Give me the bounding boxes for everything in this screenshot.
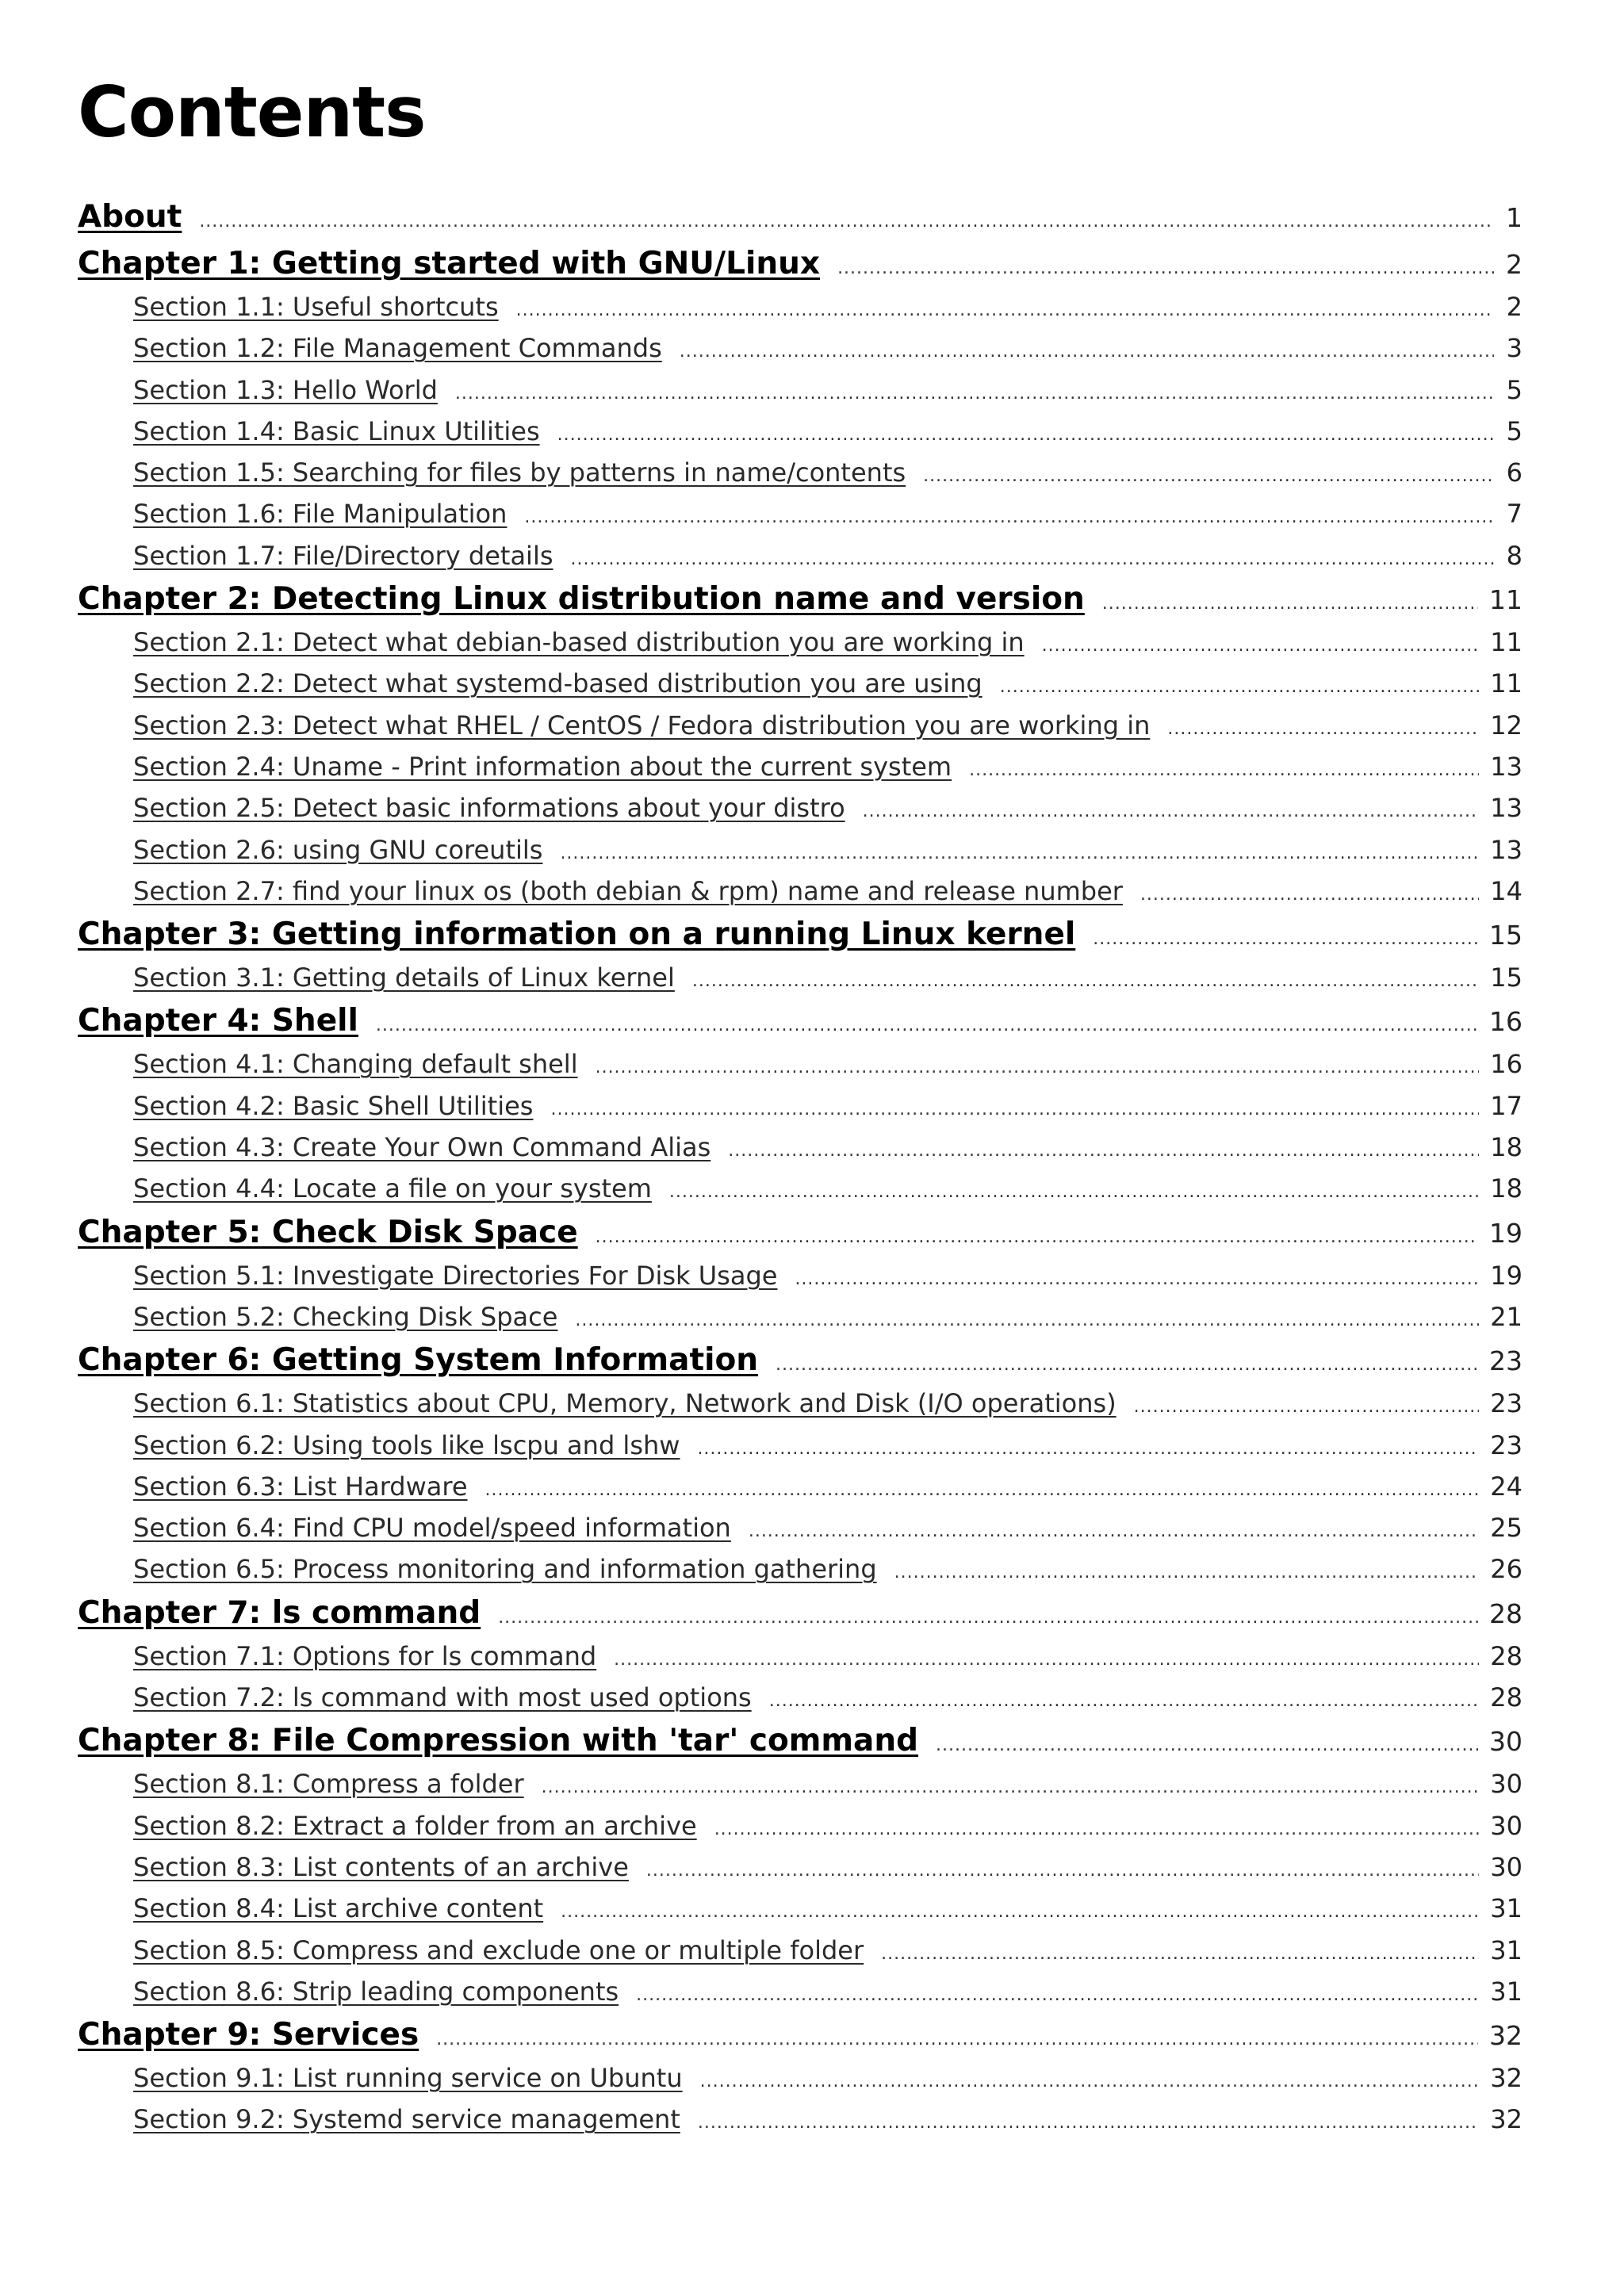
section-link[interactable]: Section 1.1: Useful shortcuts — [133, 292, 499, 322]
section-link[interactable]: Section 6.4: Find CPU model/speed information — [133, 1513, 731, 1544]
section-link[interactable]: Section 6.5: Process monitoring and information gathering — [133, 1554, 877, 1585]
dot-leader — [923, 456, 1494, 493]
section-link[interactable]: Section 2.4: Uname - Print information about the current system — [133, 751, 952, 782]
page-number: 31 — [1490, 1934, 1522, 1965]
page-number: 6 — [1506, 457, 1522, 488]
dot-leader — [680, 331, 1494, 369]
toc-chapter-entry — [78, 1590, 1522, 1636]
section-link[interactable]: Section 4.3: Create Your Own Command Alias — [133, 1132, 711, 1163]
toc-section-entry — [78, 829, 1522, 871]
page-number: 17 — [1490, 1090, 1522, 1121]
page-number: 24 — [1490, 1471, 1522, 1502]
section-link[interactable]: Section 6.1: Statistics about CPU, Memory, Network and Disk (I/O operations) — [133, 1388, 1116, 1419]
dot-leader — [795, 1259, 1479, 1296]
dot-leader — [700, 2061, 1480, 2099]
dot-leader — [542, 1767, 1480, 1804]
section-link[interactable]: Section 1.2: File Management Commands — [133, 333, 662, 364]
toc-section-entry — [78, 1507, 1522, 1548]
section-link[interactable]: Section 2.1: Detect what debian-based distribution you are working in — [133, 627, 1025, 658]
dot-leader — [1102, 581, 1478, 622]
page-number: 13 — [1490, 793, 1522, 824]
toc-section-entry — [78, 1636, 1522, 1677]
dot-leader — [571, 539, 1495, 576]
page-number: 16 — [1489, 1006, 1522, 1038]
section-link[interactable]: Section 8.4: List archive content — [133, 1893, 544, 1924]
page-number: 13 — [1490, 751, 1522, 782]
dot-leader — [614, 1640, 1479, 1677]
page-number: 21 — [1490, 1301, 1522, 1332]
page-number: 5 — [1506, 374, 1522, 405]
toc-chapter-entry — [78, 576, 1522, 622]
toc-section-entry — [78, 1930, 1522, 1971]
page-number: 30 — [1490, 1769, 1522, 1800]
dot-leader — [697, 1429, 1479, 1466]
page-number: 16 — [1490, 1049, 1522, 1080]
chapter-link[interactable]: About — [78, 199, 182, 235]
page-number: 28 — [1490, 1640, 1522, 1671]
toc-section-entry — [78, 369, 1522, 411]
toc-section-entry — [78, 1296, 1522, 1337]
section-link[interactable]: Section 3.1: Getting details of Linux kernel — [133, 962, 675, 993]
section-link[interactable]: Section 8.2: Extract a folder from an archive — [133, 1810, 697, 1841]
section-link[interactable]: Section 1.3: Hello World — [133, 374, 438, 405]
section-link[interactable]: Section 2.2: Detect what systemd-based distribution you are using — [133, 668, 982, 699]
page-number: 28 — [1489, 1598, 1522, 1629]
page-number: 28 — [1490, 1682, 1522, 1713]
dot-leader — [692, 961, 1479, 998]
toc-section-entry — [78, 1677, 1522, 1718]
toc-chapter-entry — [78, 1210, 1522, 1255]
chapter-link[interactable]: Chapter 9: Services — [78, 2017, 419, 2053]
page-number: 26 — [1490, 1554, 1522, 1585]
page-number: 13 — [1490, 834, 1522, 865]
dot-leader — [498, 1595, 1478, 1636]
toc-section-entry — [78, 411, 1522, 452]
toc-chapter-entry — [78, 241, 1522, 286]
page-number: 14 — [1490, 875, 1522, 906]
dot-leader — [1134, 1387, 1480, 1424]
chapter-link[interactable]: Chapter 3: Getting information on a running Linux kernel — [78, 916, 1076, 953]
toc-section-entry — [78, 1255, 1522, 1296]
page-number: 32 — [1489, 2020, 1522, 2052]
toc-section-entry — [78, 327, 1522, 369]
dot-leader — [769, 1681, 1480, 1718]
dot-leader — [557, 415, 1494, 452]
toc-section-entry — [78, 1805, 1522, 1846]
dot-leader — [636, 1975, 1479, 2012]
toc-section-entry — [78, 452, 1522, 493]
dot-leader — [698, 2103, 1479, 2140]
dot-leader — [596, 1215, 1478, 1255]
toc-section-entry — [78, 1127, 1522, 1168]
page-number: 11 — [1490, 627, 1522, 658]
dot-leader — [1042, 626, 1480, 663]
dot-leader — [376, 1003, 1478, 1043]
section-link[interactable]: Section 5.2: Checking Disk Space — [133, 1301, 558, 1332]
section-link[interactable]: Section 2.5: Detect basic informations about your distro — [133, 793, 845, 824]
page-number: 11 — [1489, 584, 1522, 616]
section-link[interactable]: Section 6.3: List Hardware — [133, 1471, 468, 1502]
toc-section-entry — [78, 1466, 1522, 1507]
dot-leader — [1000, 667, 1480, 704]
dot-leader — [749, 1511, 1479, 1548]
dot-leader — [199, 198, 1494, 241]
page-number: 30 — [1490, 1810, 1522, 1841]
dot-leader — [516, 290, 1494, 327]
chapter-link[interactable]: Chapter 4: Shell — [78, 1003, 358, 1039]
dot-leader — [646, 1850, 1479, 1888]
page-number: 15 — [1489, 920, 1522, 951]
chapter-link[interactable]: Chapter 2: Detecting Linux distribution name and version — [78, 581, 1085, 618]
toc-section-entry — [78, 705, 1522, 746]
section-link[interactable]: Section 4.4: Locate a file on your system — [133, 1173, 652, 1204]
chapter-link[interactable]: Chapter 1: Getting started with GNU/Linux — [78, 246, 821, 281]
page-number: 31 — [1490, 1893, 1522, 1924]
page-number: 30 — [1490, 1851, 1522, 1882]
chapter-link[interactable]: Chapter 5: Check Disk Space — [78, 1214, 578, 1250]
page-number: 23 — [1490, 1388, 1522, 1419]
section-link[interactable]: Section 8.5: Compress and exclude one or multiple folder — [133, 1934, 864, 1965]
page-number: 5 — [1506, 415, 1522, 446]
toc-section-entry — [78, 1971, 1522, 2012]
toc-section-entry — [78, 1043, 1522, 1085]
section-link[interactable]: Section 2.6: using GNU coreutils — [133, 834, 543, 865]
dot-leader — [575, 1300, 1479, 1337]
page-number: 1 — [1506, 202, 1522, 233]
toc-chapter-entry — [78, 1718, 1522, 1763]
dot-leader — [560, 833, 1479, 871]
dot-leader — [1167, 709, 1479, 746]
toc-chapter-entry — [78, 2012, 1522, 2057]
chapter-link[interactable]: Chapter 8: File Compression with 'tar' command — [78, 1723, 919, 1759]
toc-section-entry — [78, 1168, 1522, 1209]
toc-section-entry — [78, 1763, 1522, 1804]
toc-chapter-entry — [78, 912, 1522, 957]
section-link[interactable]: Section 5.1: Investigate Directories For Disk Usage — [133, 1260, 778, 1291]
toc-section-entry — [78, 493, 1522, 534]
section-link[interactable]: Section 1.7: File/Directory details — [133, 540, 553, 571]
dot-leader — [894, 1552, 1480, 1590]
page-number: 19 — [1489, 1217, 1522, 1249]
page-number: 23 — [1489, 1345, 1522, 1377]
page-number: 32 — [1490, 2063, 1522, 2094]
toc-section-entry — [78, 286, 1522, 327]
section-link[interactable]: Section 4.2: Basic Shell Utilities — [133, 1090, 534, 1121]
dot-leader — [524, 497, 1494, 534]
toc-section-entry — [78, 1383, 1522, 1424]
page-number: 2 — [1506, 249, 1522, 280]
page-number: 12 — [1490, 710, 1522, 740]
page-number: 11 — [1490, 668, 1522, 699]
toc-section-entry — [78, 957, 1522, 998]
dot-leader — [863, 791, 1480, 828]
dot-leader — [436, 2017, 1478, 2057]
section-link[interactable]: Section 8.1: Compress a folder — [133, 1769, 524, 1800]
toc-section-entry — [78, 746, 1522, 787]
dot-leader — [669, 1172, 1479, 1209]
toc-chapter-entry — [78, 1337, 1522, 1383]
page-number: 25 — [1490, 1513, 1522, 1544]
page-number: 19 — [1490, 1260, 1522, 1291]
page-number: 32 — [1490, 2104, 1522, 2135]
toc-section-entry — [78, 787, 1522, 828]
chapter-link[interactable]: Chapter 7: ls command — [78, 1594, 481, 1631]
dot-leader — [1093, 916, 1478, 957]
toc-section-entry — [78, 1548, 1522, 1590]
toc-section-entry — [78, 2099, 1522, 2140]
page-number: 15 — [1490, 962, 1522, 993]
dot-leader — [728, 1131, 1479, 1168]
toc-section-entry — [78, 1846, 1522, 1888]
dot-leader — [550, 1089, 1479, 1127]
page-number: 7 — [1506, 499, 1522, 530]
dot-leader — [1140, 874, 1479, 912]
chapter-link[interactable]: Chapter 6: Getting System Information — [78, 1342, 759, 1379]
section-link[interactable]: Section 4.1: Changing default shell — [133, 1049, 578, 1080]
toc-section-entry — [78, 663, 1522, 704]
section-link[interactable]: Section 8.3: List contents of an archive — [133, 1851, 629, 1882]
toc-chapter-entry — [78, 193, 1522, 241]
section-link[interactable]: Section 9.1: List running service on Ubuntu — [133, 2063, 683, 2094]
section-link[interactable]: Section 2.3: Detect what RHEL / CentOS / Fedora distribution you are working in — [133, 710, 1151, 740]
page-number: 18 — [1490, 1132, 1522, 1163]
section-link[interactable]: Section 7.2: ls command with most used options — [133, 1682, 752, 1713]
page-number: 8 — [1506, 540, 1522, 571]
page-number: 18 — [1490, 1173, 1522, 1204]
dot-leader — [969, 750, 1479, 787]
dot-leader — [936, 1723, 1478, 1763]
section-link[interactable]: Section 9.2: Systemd service management — [133, 2104, 680, 2135]
toc-chapter-entry — [78, 998, 1522, 1043]
table-of-contents — [78, 193, 1522, 2141]
page-number: 2 — [1506, 292, 1522, 322]
toc-section-entry — [78, 871, 1522, 912]
toc-section-entry — [78, 535, 1522, 576]
page-title: Contents — [78, 71, 426, 153]
dot-leader — [714, 1809, 1480, 1846]
dot-leader — [455, 373, 1494, 411]
page-number: 30 — [1489, 1726, 1522, 1758]
dot-leader — [881, 1934, 1479, 1971]
section-link[interactable]: Section 6.2: Using tools like lscpu and lshw — [133, 1429, 680, 1460]
dot-leader — [596, 1047, 1480, 1085]
toc-section-entry — [78, 2057, 1522, 2099]
section-link[interactable]: Section 7.1: Options for ls command — [133, 1640, 597, 1671]
section-link[interactable]: Section 2.7: find your linux os (both debian & rpm) name and release number — [133, 875, 1123, 906]
toc-section-entry — [78, 622, 1522, 663]
toc-section-entry — [78, 1888, 1522, 1929]
page-number: 23 — [1490, 1429, 1522, 1460]
section-link[interactable]: Section 1.4: Basic Linux Utilities — [133, 415, 540, 446]
dot-leader — [837, 246, 1494, 286]
dot-leader — [561, 1892, 1479, 1929]
section-link[interactable]: Section 8.6: Strip leading components — [133, 1976, 619, 2007]
dot-leader — [485, 1470, 1480, 1507]
section-link[interactable]: Section 1.5: Searching for files by patterns in name/contents — [133, 457, 906, 488]
dot-leader — [776, 1342, 1478, 1383]
page-number: 3 — [1506, 333, 1522, 364]
page-number: 31 — [1490, 1976, 1522, 2007]
toc-section-entry — [78, 1085, 1522, 1127]
section-link[interactable]: Section 1.6: File Manipulation — [133, 499, 508, 530]
toc-section-entry — [78, 1425, 1522, 1466]
